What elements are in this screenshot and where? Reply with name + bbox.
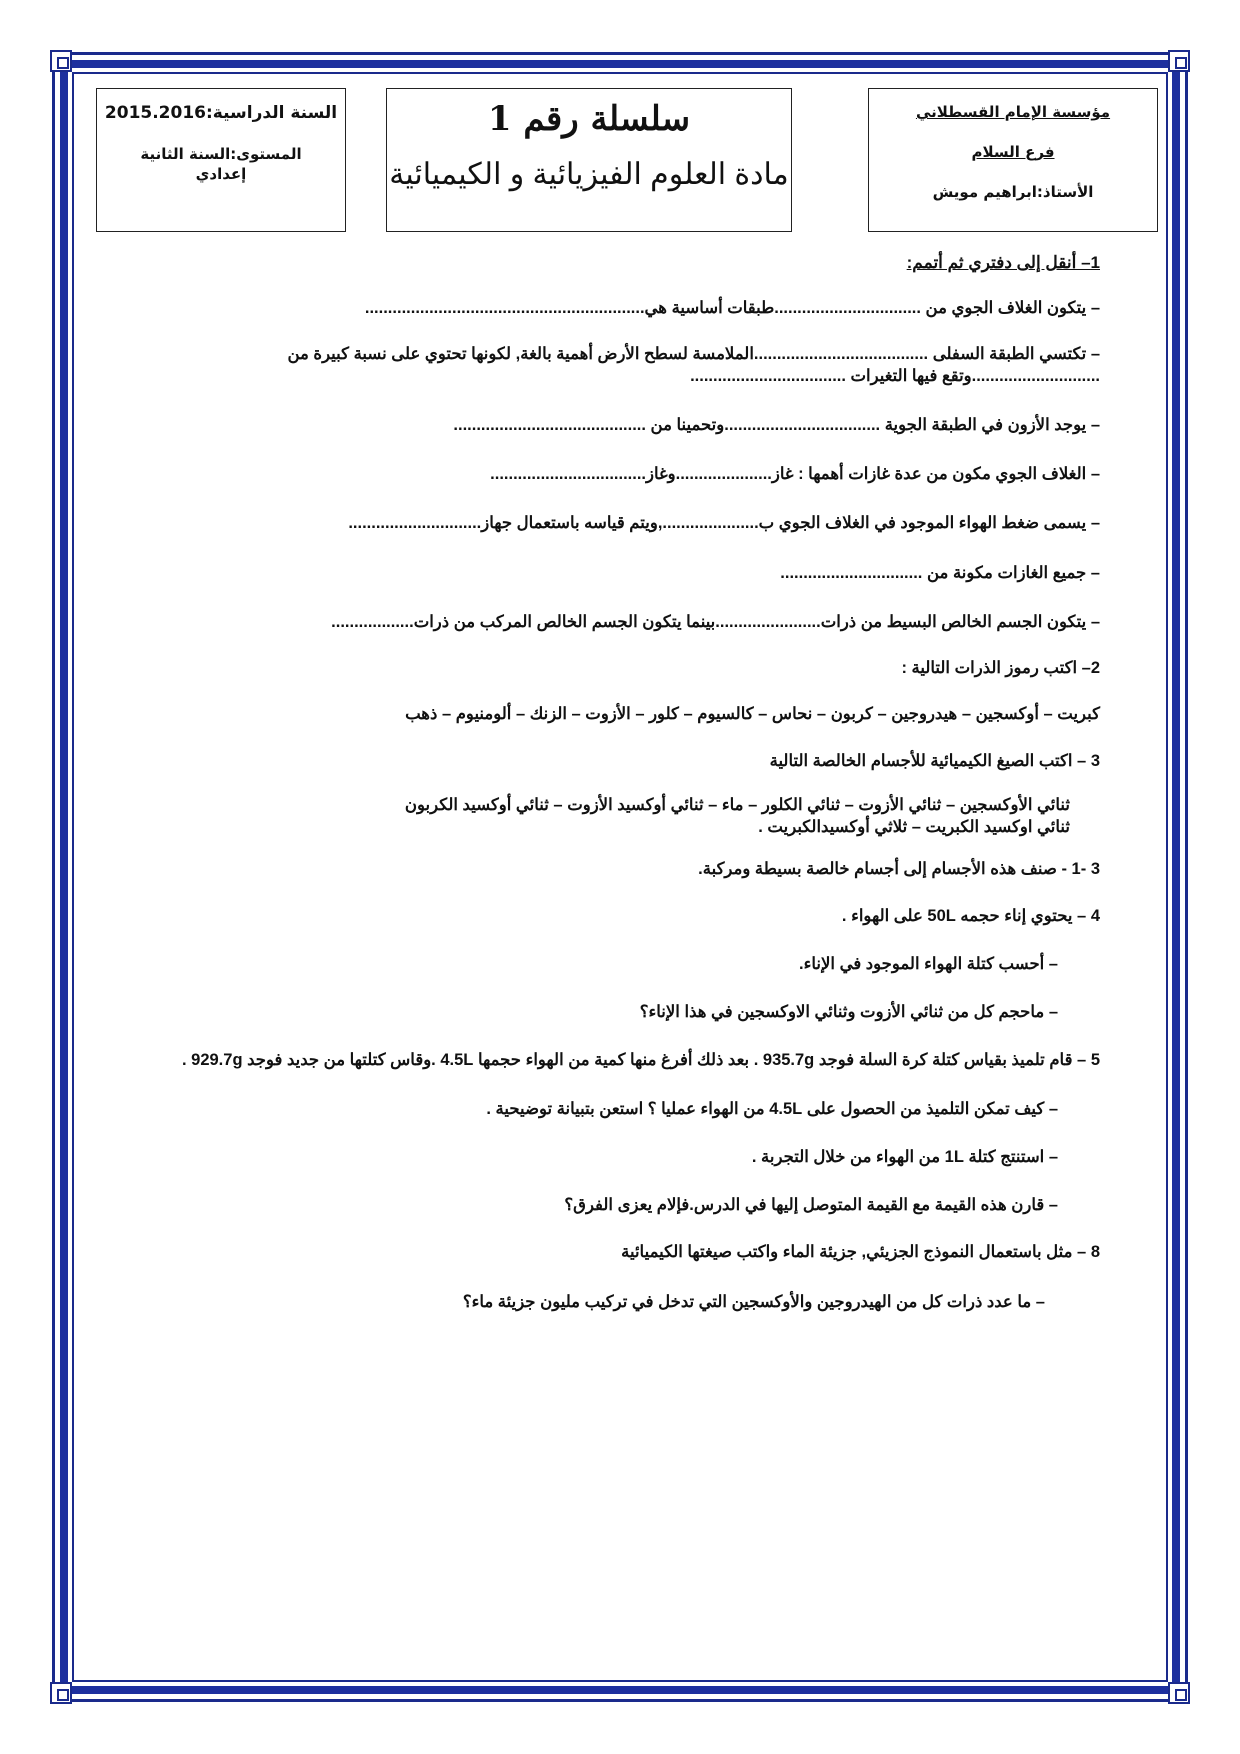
q5-a: – كيف تمكن التلميذ من الحصول على 4.5L من الهواء عمليا ؟ استعن بتبيانة توضيحية . — [486, 1099, 1058, 1118]
q1-title: 1– أنقل إلى دفتري ثم أتمم: — [906, 253, 1100, 272]
teacher-name: الأستاذ:ابراهيم مويش — [932, 183, 1094, 201]
q1-item-5: – يسمى ضغط الهواء الموجود في الغلاف الجوي ب.....................,ويتم قياسه باستعمال جهاز............................. — [348, 514, 1100, 533]
branch-name: فرع السلام — [971, 143, 1055, 161]
q8-title: 8 – مثل باستعمال النموذج الجزيئي, جزيئة الماء واكتب صيغتها الكيميائية — [621, 1242, 1100, 1261]
q3-sub: 3 -1 - صنف هذه الأجسام إلى أجسام خالصة بسيطة ومركبة. — [698, 860, 1100, 879]
q1-item-4: – الغلاف الجوي مكون من عدة غازات أهمها : غاز.....................وغاز.................................. — [490, 465, 1100, 483]
exercise-content — [150, 252, 1100, 1313]
q3-line-1: ثنائي الأوكسجين – ثنائي الأزوت – ثنائي الكلور – ماء – ثنائي أوكسيد الأزوت – ثنائي أوكسيد الكربون — [404, 795, 1070, 814]
q1-item-2: – تكتسي الطبقة السفلى ......................................الملامسة لسطح الأرض أهمية بالغة, لكونها تحتوي على نسبة كبيرة من ............................وتقع فيها التغيرات .................................. — [287, 345, 1100, 386]
institution-name: مؤسسة الإمام القسطلاني — [915, 103, 1111, 121]
institution-box — [868, 88, 1158, 232]
q5-c: – قارن هذه القيمة مع القيمة المتوصل إليها في الدرس.فإلام يعزى الفرق؟ — [564, 1196, 1058, 1215]
q2-atoms: كبريت – أوكسجين – هيدروجين – كربون – نحاس – كالسيوم – كلور – الأزوت – الزنك – ألومنيوم – ذهب — [405, 705, 1100, 724]
subject-title: مادة العلوم الفيزيائية و الكيميائية — [389, 158, 789, 191]
school-year: السنة الدراسية:2015.2016 — [104, 103, 338, 123]
year-level-box — [96, 88, 346, 232]
series-title: سلسلة رقم 1 — [487, 99, 691, 139]
q3-line-2: ثنائي اوكسيد الكبريت – ثلاثي أوكسيدالكبريت . — [758, 818, 1070, 837]
q5-title: 5 – قام تلميذ بقياس كتلة كرة السلة فوجد 935.7g . بعد ذلك أفرغ منها كمية من الهواء حجمها 4.5L .وقاس كتلتها من جديد فوجد 929.7g . — [181, 1051, 1100, 1070]
title-box — [386, 88, 792, 232]
level-line-1: المستوى:السنة الثانية — [140, 145, 302, 163]
corner-ornament-top-right — [1168, 50, 1190, 72]
corner-ornament-bottom-left — [50, 1682, 72, 1704]
q4-a: – أحسب كتلة الهواء الموجود في الإناء. — [799, 954, 1058, 973]
q5-b: – استنتج كتلة 1L من الهواء من خلال التجربة . — [751, 1147, 1058, 1166]
q1-item-7: – يتكون الجسم الخالص البسيط من ذرات.......................بينما يتكون الجسم الخالص المركب من ذرات.................. — [331, 612, 1100, 631]
level-line-2: إعدادي — [195, 165, 247, 183]
corner-ornament-top-left — [50, 50, 72, 72]
q1-item-3: – يوجد الأزون في الطبقة الجوية ..................................وتحمينا من .......................................... — [453, 415, 1100, 434]
corner-ornament-bottom-right — [1168, 1682, 1190, 1704]
q1-item-1: – يتكون الغلاف الجوي من ................................طبقات أساسية هي............................................................. — [364, 298, 1100, 317]
q2-title: 2– اكتب رموز الذرات التالية : — [901, 659, 1100, 678]
q4-title: 4 – يحتوي إناء حجمه 50L على الهواء . — [841, 906, 1100, 925]
q3-title: 3 – اكتب الصيغ الكيميائية للأجسام الخالصة التالية — [769, 751, 1100, 770]
q1-item-6: – جميع الغازات مكونة من ............................... — [780, 563, 1100, 582]
q8-a: – ما عدد ذرات كل من الهيدروجين والأوكسجين التي تدخل في تركيب مليون جزيئة ماء؟ — [462, 1292, 1045, 1311]
q4-b: – ماحجم كل من ثنائي الأزوت وثنائي الاوكسجين في هذا الإناء؟ — [639, 1003, 1058, 1022]
